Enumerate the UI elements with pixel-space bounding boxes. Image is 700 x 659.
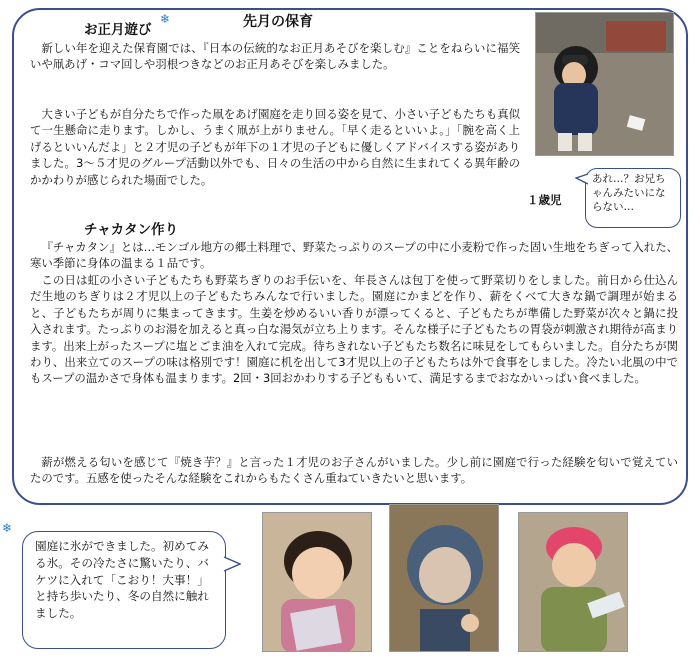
section2-paragraph-3: 薪が燃える匂いを感じて『焼き芋？』と言った１才児のお子さんがいました。少し前に園庭で行った経験を匂いで覚えていたのです。五感を使ったそんな経験をこれからもたくさん重ねていきたいと思います。	[30, 455, 678, 486]
section1-paragraph-1: 新しい年を迎えた保育園では、『日本の伝統的なお正月あそびを楽しむ』ことをねらいに福笑いや凧あげ・コマ回しや羽根つきなどのお正月あそびを楽しみました。	[30, 41, 520, 72]
photo-child-ice-2	[389, 504, 499, 652]
speech-bubble-top: あれ…？お兄ちゃんみたいにならない…	[585, 168, 681, 228]
section2-paragraph-1: 『チャカタン』とは…モンゴル地方の郷土料理で、野菜たっぷりのスープの中に小麦粉で作った固い生地をちぎって入れた、寒い季節に身体の温まる１品です。	[30, 240, 678, 271]
photo-child-ice-3	[518, 512, 628, 652]
snowflake-icon: ❄	[160, 12, 171, 26]
photo-child-ice-1	[262, 512, 372, 652]
photo-toddler-kite	[535, 12, 674, 156]
speech-bubble-tail	[223, 555, 241, 575]
section2-heading: チャカタン作り	[84, 222, 179, 238]
section2-paragraph-2: この日は虹の小さい子どもたちも野菜ちぎりのお手伝いを、年長さんは包丁を使って野菜切りをしました。前日から仕込んだ生地のちぎりは２才児以上の子どもたちみんなで行いました。園庭にかまどを作り、薪をくべて大きな鍋で調理が始まると、子どもたちが周りに集まってきます。生姜を炒めるいい香りが漂ってくると、子どもたちが準備した野菜が次々と鍋に投入されます。たっぷりのお湯を加えると真っ白な湯気が立ち上ります。そんな様子に子どもたちの胃袋が刺激され期待が高まります。出来上がったスープに塩とごま油を入れて完成。待ちきれない子どもたち数名に味見をしてもらいました。自分たちが関わり、出来立てのスープの味は格別です！園庭に机を出して3才児以上の子どもたちは外で食事をしました。冷たい北風の中でもスープの温かさで身体も温まります。2回・3回おかわりする子どももいて、満足するまでおなかいっぱい食べました。	[30, 273, 678, 386]
page-title: 先月の保育	[243, 14, 313, 30]
section1-heading: お正月遊び	[84, 22, 152, 38]
snowflake-icon: ❄	[2, 521, 13, 535]
photo-top-caption: １歳児	[527, 193, 562, 207]
speech-bubble-bottom: 園庭に氷ができました。初めてみる氷。その冷たさに驚いたり、バケツに入れて「こおり！大事！」と持ち歩いたり、冬の自然に触れました。	[22, 531, 226, 649]
speech-bubble-tail	[575, 172, 589, 186]
section1-paragraph-2: 大きい子どもが自分たちで作った凧をあげ園庭を走り回る姿を見て、小さい子どもたちも真似て一生懸命に走ります。しかし、うまく凧が上がりません。「早く走るといいよ。」「腕を高く上げるといいんだよ」と２才児の子どもが年下の１才児の子どもに優しくアドバイスする姿がありました。3～５才児のグループ活動以外でも、日々の生活の中から自然に生まれてくる異年齢のかかわりが感じられた場面でした。	[30, 107, 520, 187]
